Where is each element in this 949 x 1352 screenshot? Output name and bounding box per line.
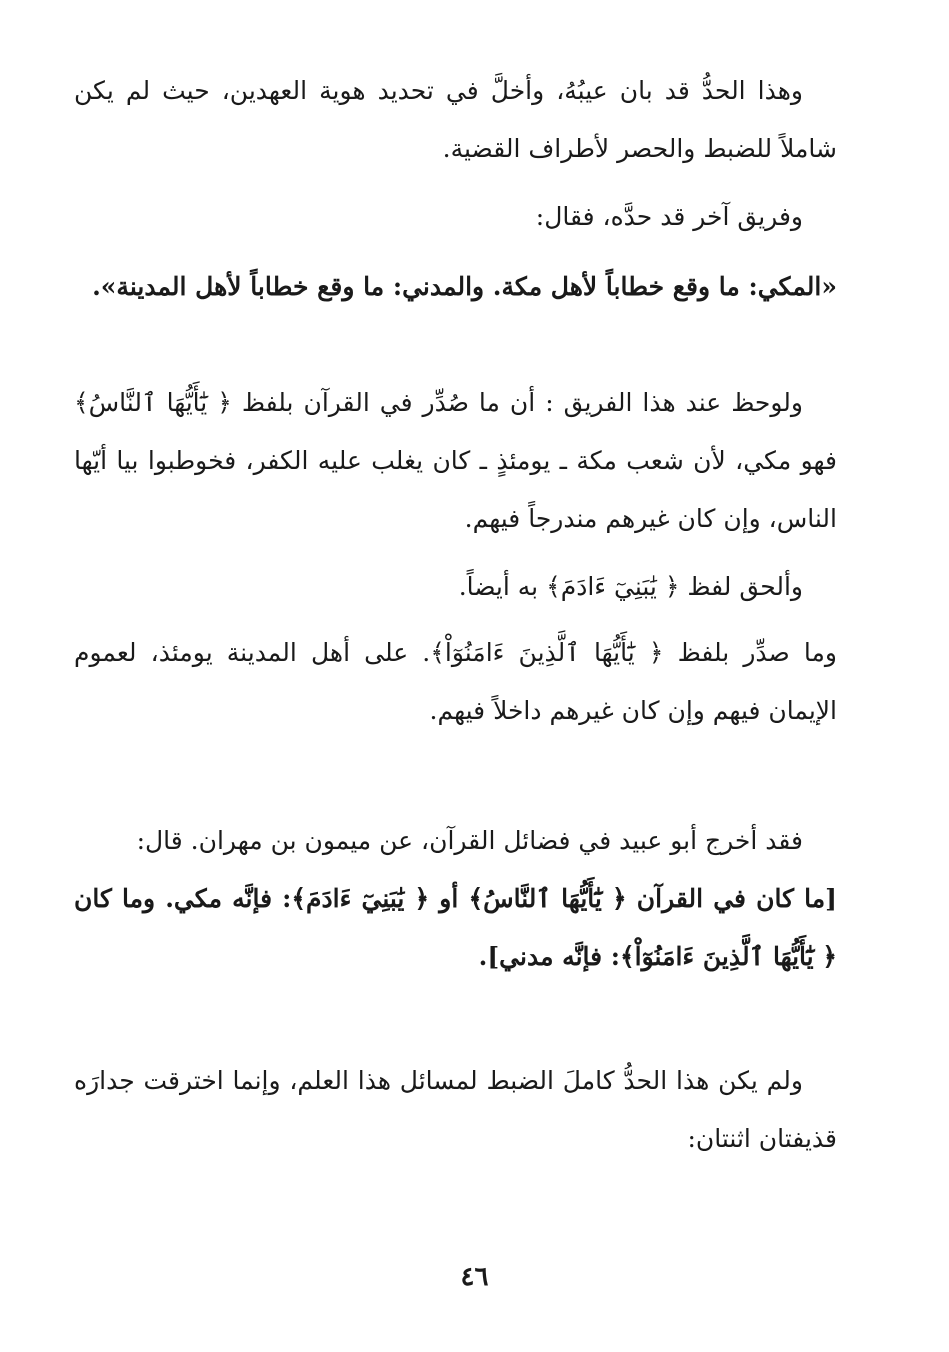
- paragraph-4: ولوحظ عند هذا الفريق : أن ما صُدِّر في القرآن بلفظ ﴿ يَٰٓأَيُّهَا ٱلنَّاسُ﴾ فهو مكي، لأن شعب مكة ـ يومئذٍ ـ كان يغلب عليه الكفر، فخوطبوا بيا أيّها الناس، وإن كان غيرهم مندرجاً فيهم.: [74, 388, 837, 533]
- paragraph-3-quote: «المكي: ما وقع خطاباً لأهل مكة. والمدني: ما وقع خطاباً لأهل المدينة».: [92, 272, 837, 301]
- paragraph-2: وفريق آخر قد حدَّه، فقال:: [535, 202, 803, 231]
- paragraph-9: ولم يكن هذا الحدُّ كاملَ الضبط لمسائل هذا العلم، وإنما اخترقت جدارَه قذيفتان اثنتان:: [74, 1066, 837, 1153]
- paragraph-7: فقد أخرج أبو عبيد في فضائل القرآن، عن ميمون بن مهران. قال:: [136, 826, 803, 855]
- page-number: ٤٦: [460, 1262, 489, 1292]
- paragraph-5: وألحق لفظ ﴿ يَٰبَنِيٓ ءَادَمَ﴾ به أيضاً.: [458, 572, 803, 601]
- paragraph-6: وما صدِّر بلفظ ﴿ يَٰٓأَيُّهَا ٱلَّذِينَ ءَامَنُوٓاْ﴾. على أهل المدينة يومئذ، لعموم الإيمان فيهم وإن كان غيرهم داخلاً فيهم.: [74, 638, 837, 725]
- paragraph-8-quote: [ما كان في القرآن ﴿ يَٰٓأَيُّهَا ٱلنَّاسُ﴾ أو ﴿ يَٰبَنِيٓ ءَادَمَ﴾: فإنَّه مكي. وما كان ﴿ يَٰٓأَيُّهَا ٱلَّذِينَ ءَامَنُوٓاْ﴾: فإنَّه مدني].: [74, 884, 837, 971]
- paragraph-1: وهذا الحدُّ قد بان عيبُهُ، وأخلَّ في تحديد هوية العهدين، حيث لم يكن شاملاً للضبط والحصر لأطراف القضية.: [74, 76, 837, 163]
